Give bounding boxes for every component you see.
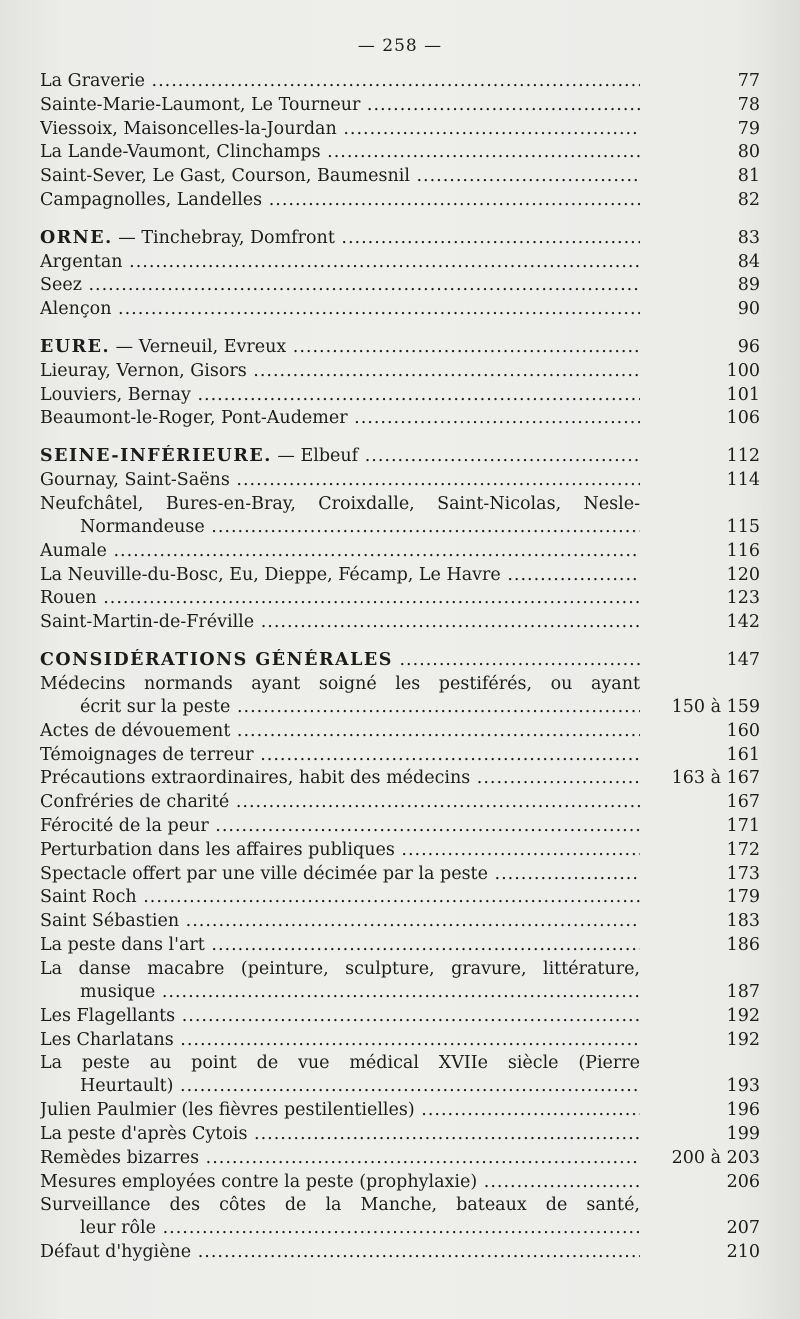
entry-page: 114 <box>726 469 760 490</box>
entry-title-line2: écrit sur la peste ..... <box>80 696 640 719</box>
toc-entry <box>40 720 760 744</box>
entry-page: 80 <box>737 142 760 163</box>
entry-title-line1: La danse macabre (peinture, sculpture, gravure, littérature, <box>40 958 640 979</box>
toc-entry <box>40 274 760 298</box>
entry-page: 83 <box>737 227 760 248</box>
entry-title-line2: Heurtault) ..... <box>80 1075 640 1098</box>
toc-entry <box>40 1099 760 1123</box>
entry-title: Viessoix, Maisoncelles-la-Jourdan ..... <box>40 118 640 142</box>
entry-title: La Graverie ..... <box>40 70 640 94</box>
entry-title: Férocité de la peur ..... <box>40 815 640 839</box>
entry-title: — Elbeuf <box>277 446 359 467</box>
entry-page: 183 <box>726 911 760 932</box>
entry-page: 101 <box>726 384 760 405</box>
toc-entry <box>40 744 760 768</box>
entry-title: Alençon ..... <box>40 298 640 322</box>
entry-page: 200 à 203 <box>671 1147 760 1168</box>
entry-title: La peste dans l'art ..... <box>40 934 640 958</box>
entry-page: 187 <box>726 981 760 1002</box>
entry-page: 116 <box>726 540 760 561</box>
entry-page: 96 <box>737 336 760 357</box>
toc-entry-multiline <box>40 493 760 540</box>
entry-title: Aumale ..... <box>40 540 640 564</box>
entry-page: 81 <box>737 166 760 187</box>
section-entry-eure <box>40 336 760 360</box>
entry-title: Louviers, Bernay ..... <box>40 384 640 408</box>
entry-page: 84 <box>737 251 760 272</box>
toc-entry <box>40 251 760 275</box>
section-entry-considerations <box>40 649 760 673</box>
entry-page: 147 <box>726 649 760 670</box>
toc-entry <box>40 384 760 408</box>
toc-entry <box>40 540 760 564</box>
section-entry-orne <box>40 227 760 251</box>
toc-entry <box>40 611 760 635</box>
toc-entry <box>40 1029 760 1053</box>
entry-page: 161 <box>726 744 760 765</box>
entry-page: 192 <box>726 1005 760 1026</box>
section-heading: SEINE-INFÉRIEURE. <box>40 446 272 467</box>
toc-entry <box>40 839 760 863</box>
entry-title: Gournay, Saint-Saëns ..... <box>40 469 640 493</box>
entry-page: 123 <box>726 588 760 609</box>
entry-page: 106 <box>726 408 760 429</box>
entry-title: Saint Roch ..... <box>40 886 640 910</box>
toc-entry <box>40 360 760 384</box>
entry-title: Les Charlatans ..... <box>40 1029 640 1053</box>
toc-entry <box>40 298 760 322</box>
entry-page: 89 <box>737 275 760 296</box>
entry-title-line2: leur rôle ..... <box>80 1217 640 1240</box>
entry-page: 120 <box>726 564 760 585</box>
toc-entry <box>40 118 760 142</box>
entry-page: 207 <box>726 1218 760 1239</box>
entry-page: 173 <box>726 863 760 884</box>
toc-entry-multiline <box>40 1194 760 1241</box>
entry-page: 206 <box>726 1171 760 1192</box>
toc-entry <box>40 886 760 910</box>
section-entry-seine-inferieure <box>40 445 760 469</box>
toc-entry <box>40 94 760 118</box>
entry-title: Campagnolles, Landelles ..... <box>40 189 640 213</box>
toc-entry <box>40 767 760 791</box>
toc-entry-multiline <box>40 673 760 720</box>
entry-page: 186 <box>726 934 760 955</box>
entry-page: 112 <box>726 446 760 467</box>
entry-title: La Lande-Vaumont, Clinchamps ..... <box>40 141 640 165</box>
entry-page: 192 <box>726 1029 760 1050</box>
entry-page: 115 <box>726 516 760 537</box>
toc-entry <box>40 564 760 588</box>
toc-entry-multiline <box>40 958 760 1005</box>
entry-page: 78 <box>737 94 760 115</box>
entry-page: 90 <box>737 299 760 320</box>
toc-entry <box>40 791 760 815</box>
page-number: — 258 — <box>357 36 443 56</box>
toc-entry <box>40 70 760 94</box>
section-heading: EURE. <box>40 336 111 357</box>
toc-entry-multiline <box>40 1052 760 1099</box>
entry-title: Spectacle offert par une ville décimée par la peste ..... <box>40 863 640 887</box>
section-heading: ORNE. <box>40 227 113 248</box>
entry-page: 167 <box>726 792 760 813</box>
entry-title-line1: Surveillance des côtes de la Manche, bateaux de santé, <box>40 1195 640 1216</box>
toc-entry <box>40 469 760 493</box>
entry-title: Lieuray, Vernon, Gisors ..... <box>40 360 640 384</box>
entry-title: Saint-Sever, Le Gast, Courson, Baumesnil ..... <box>40 165 640 189</box>
toc-entry <box>40 141 760 165</box>
toc-entry <box>40 910 760 934</box>
entry-title-line1: Neufchâtel, Bures-en-Bray, Croixdalle, Saint-Nicolas, Nesle- <box>40 493 640 514</box>
entry-title: Les Flagellants ..... <box>40 1005 640 1029</box>
toc-entry <box>40 1005 760 1029</box>
entry-title: Défaut d'hygiène ..... <box>40 1241 640 1265</box>
entry-page: 199 <box>726 1124 760 1145</box>
entry-page: 196 <box>726 1100 760 1121</box>
entry-page: 79 <box>737 118 760 139</box>
toc-entry <box>40 1171 760 1195</box>
toc-entry <box>40 815 760 839</box>
entry-title: Rouen ..... <box>40 587 640 611</box>
entry-title: Beaumont-le-Roger, Pont-Audemer ..... <box>40 407 640 431</box>
toc-entry <box>40 189 760 213</box>
table-of-contents <box>40 70 760 1265</box>
entry-page: 142 <box>726 612 760 633</box>
entry-title-line1: Médecins normands ayant soigné les pestiférés, ou ayant <box>40 673 640 694</box>
entry-title: Sainte-Marie-Laumont, Le Tourneur ..... <box>40 94 640 118</box>
entry-page: 172 <box>726 839 760 860</box>
entry-title: Actes de dévouement ..... <box>40 720 640 744</box>
entry-title: Mesures employées contre la peste (prophylaxie) ..... <box>40 1171 640 1195</box>
entry-title: Argentan ..... <box>40 251 640 275</box>
entry-title: La peste d'après Cytois ..... <box>40 1123 640 1147</box>
toc-entry <box>40 407 760 431</box>
entry-title: Précautions extraordinaires, habit des médecins ..... <box>40 767 640 791</box>
entry-title-line2: Normandeuse ..... <box>80 516 640 539</box>
entry-title-line2: musique ..... <box>80 981 640 1004</box>
toc-entry <box>40 1241 760 1265</box>
entry-title: Julien Paulmier (les fièvres pestilentielles) ..... <box>40 1099 640 1123</box>
entry-title: Perturbation dans les affaires publiques ..... <box>40 839 640 863</box>
entry-page: 82 <box>737 189 760 210</box>
toc-entry <box>40 1123 760 1147</box>
entry-page: 163 à 167 <box>671 768 760 789</box>
entry-page: 193 <box>726 1076 760 1097</box>
entry-title: — Verneuil, Evreux <box>115 336 287 357</box>
entry-title: Remèdes bizarres ..... <box>40 1147 640 1171</box>
entry-title: La Neuville-du-Bosc, Eu, Dieppe, Fécamp, Le Havre ..... <box>40 564 640 588</box>
toc-entry <box>40 165 760 189</box>
toc-entry <box>40 587 760 611</box>
entry-page: 210 <box>726 1242 760 1263</box>
entry-title: Confréries de charité ..... <box>40 791 640 815</box>
entry-title: Saint Sébastien ..... <box>40 910 640 934</box>
entry-page: 150 à 159 <box>671 696 760 717</box>
entry-page: 171 <box>726 815 760 836</box>
entry-title: Témoignages de terreur ..... <box>40 744 640 768</box>
toc-entry <box>40 934 760 958</box>
toc-entry <box>40 863 760 887</box>
entry-page: 160 <box>726 720 760 741</box>
entry-page: 77 <box>737 71 760 91</box>
entry-page: 179 <box>726 887 760 908</box>
section-heading: CONSIDÉRATIONS GÉNÉRALES <box>40 649 393 670</box>
entry-title-line1: La peste au point de vue médical XVIIe siècle (Pierre <box>40 1053 640 1074</box>
entry-page: 100 <box>726 360 760 381</box>
entry-title: — Tinchebray, Domfront <box>118 227 335 248</box>
entry-title: Saint-Martin-de-Fréville ..... <box>40 611 640 635</box>
toc-entry <box>40 1147 760 1171</box>
entry-title: Seez ..... <box>40 274 640 298</box>
